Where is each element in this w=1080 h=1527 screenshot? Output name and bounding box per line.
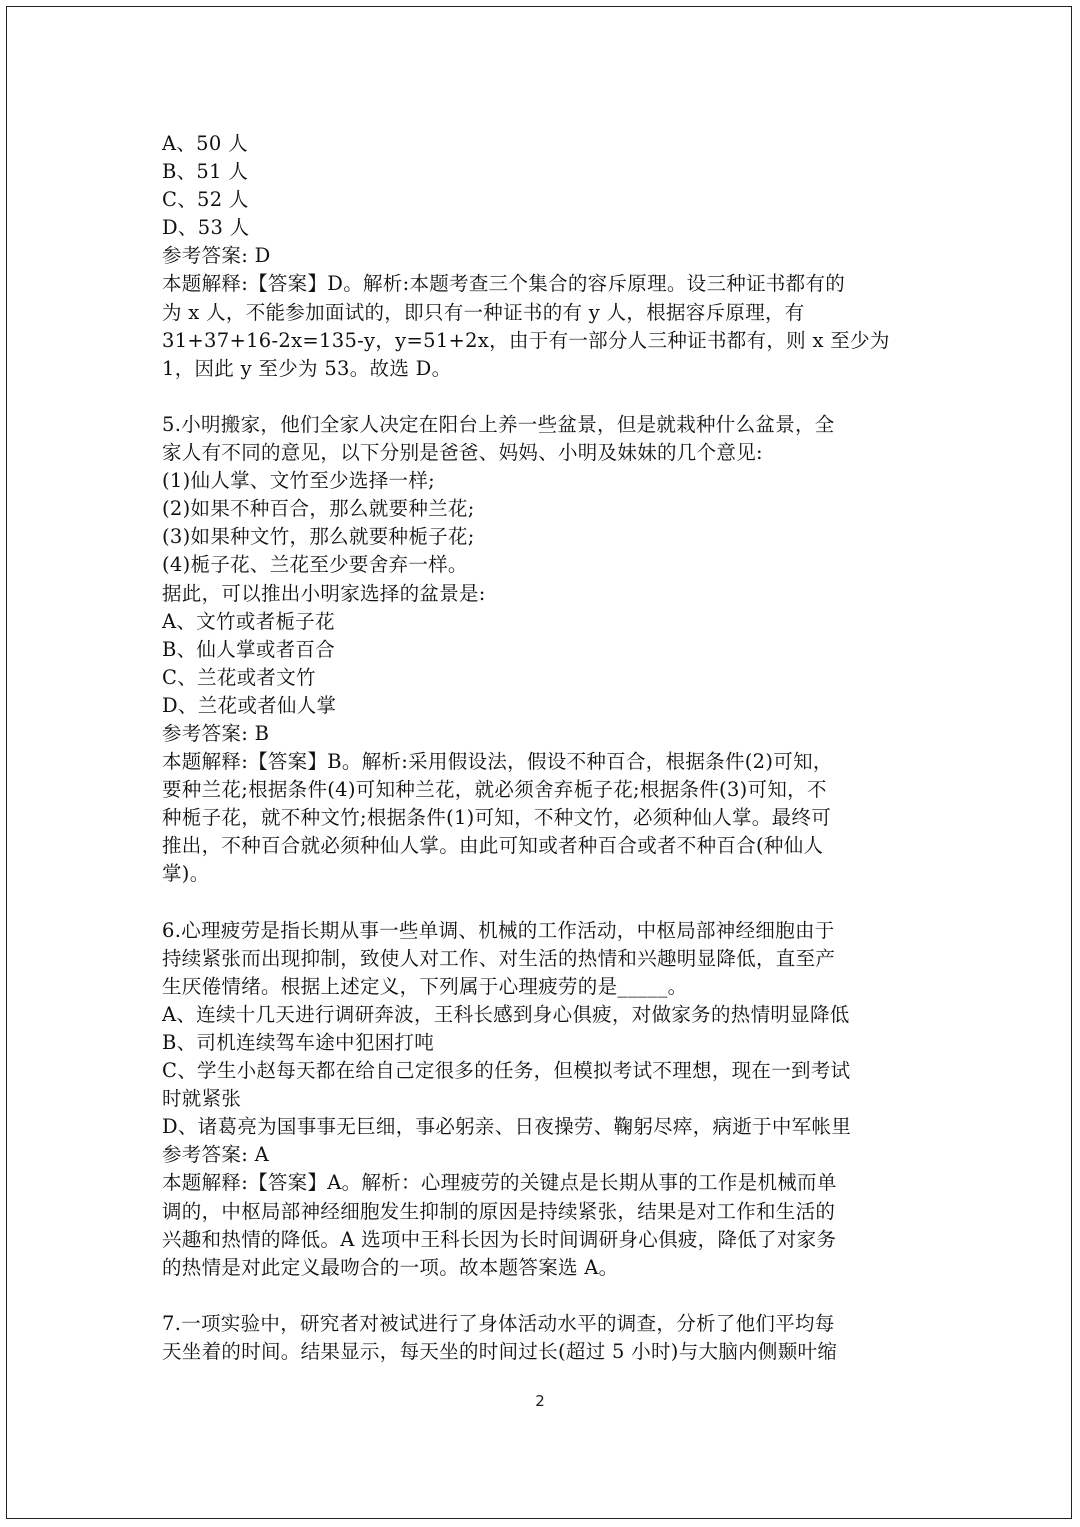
question-6-options [162, 1001, 922, 1141]
stem-line: 据此，可以推出小明家选择的盆景是: [162, 581, 486, 605]
question-5-explanation [162, 748, 922, 888]
explanation-line: 本题解释:【答案】A。解析：心理疲劳的关键点是长期从事的工作是机械而单 [162, 1171, 837, 1195]
option-c-continued: 时就紧张 [162, 1087, 242, 1111]
explanation-line: 31+37+16-2x=135-y，y=51+2x，由于有一部分人三种证书都有，则 x 至少为 [162, 328, 890, 352]
question-6-stem [162, 917, 922, 1001]
option-d: D、诸葛亮为国事事无巨细，事必躬亲、日夜操劳、鞠躬尽瘁，病逝于中军帐里 [162, 1115, 852, 1139]
stem-line: 6.心理疲劳是指长期从事一些单调、机械的工作活动，中枢局部神经细胞由于 [162, 918, 835, 942]
explanation-line: 本题解释:【答案】D。解析:本题考查三个集合的容斥原理。设三种证书都有的 [162, 272, 846, 296]
paragraph-gap [162, 1282, 922, 1310]
option-b: B、51 人 [162, 160, 249, 184]
page-number: 2 [535, 1392, 545, 1410]
explanation-line: 调的，中枢局部神经细胞发生抑制的原因是持续紧张，结果是对工作和生活的 [162, 1199, 836, 1223]
stem-line: 家人有不同的意见，以下分别是爸爸、妈妈、小明及妹妹的几个意见: [162, 441, 763, 465]
stem-line: (3)如果种文竹，那么就要种栀子花; [162, 525, 475, 549]
stem-line: (1)仙人掌、文竹至少选择一样; [162, 469, 435, 493]
question-6-answer: 参考答案: A [162, 1143, 269, 1167]
stem-line: 生厌倦情绪。根据上述定义，下列属于心理疲劳的是_____。 [162, 974, 688, 998]
option-b: B、司机连续驾车途中犯困打吨 [162, 1031, 435, 1054]
option-c: C、学生小赵每天都在给自己定很多的任务，但模拟考试不理想，现在一到考试 [162, 1059, 851, 1083]
option-a: A、文竹或者栀子花 [162, 609, 335, 633]
document-body [162, 130, 922, 1366]
question-4-options [162, 130, 922, 242]
question-6-explanation [162, 1169, 922, 1281]
option-c: C、52 人 [162, 188, 249, 212]
question-5-answer: 参考答案: B [162, 721, 270, 745]
question-5-options [162, 608, 922, 720]
stem-line: (4)栀子花、兰花至少要舍弃一样。 [162, 553, 468, 577]
option-a: A、连续十几天进行调研奔波，王科长感到身心俱疲，对做家务的热情明显降低 [162, 1002, 850, 1026]
paragraph-gap [162, 383, 922, 411]
stem-line: 5.小明搬家，他们全家人决定在阳台上养一些盆景，但是就栽种什么盆景，全 [162, 412, 835, 436]
explanation-line: 1，因此 y 至少为 53。故选 D。 [162, 356, 452, 380]
question-7-stem [162, 1310, 922, 1366]
stem-line: 持续紧张而出现抑制，致使人对工作、对生活的热情和兴趣明显降低，直至产 [162, 946, 836, 970]
option-d: D、兰花或者仙人掌 [162, 693, 337, 717]
explanation-line: 兴趣和热情的降低。A 选项中王科长因为长时间调研身心俱疲，降低了对家务 [162, 1227, 837, 1251]
option-d: D、53 人 [162, 216, 250, 240]
stem-line: (2)如果不种百合，那么就要种兰花; [162, 497, 475, 521]
question-5-stem [162, 411, 922, 608]
question-4-answer: 参考答案: D [162, 244, 271, 268]
explanation-line: 本题解释:【答案】B。解析:采用假设法，假设不种百合，根据条件(2)可知， [162, 750, 833, 774]
option-b: B、仙人掌或者百合 [162, 637, 336, 661]
explanation-line: 的热情是对此定义最吻合的一项。故本题答案选 A。 [162, 1255, 619, 1279]
explanation-line: 掌)。 [162, 862, 210, 886]
explanation-line: 为 x 人，不能参加面试的，即只有一种证书的有 y 人，根据容斥原理，有 [162, 300, 805, 324]
stem-line: 天坐着的时间。结果显示，每天坐的时间过长(超过 5 小时)与大脑内侧颞叶缩 [162, 1340, 838, 1364]
explanation-line: 种栀子花，就不种文竹;根据条件(1)可知，不种文竹，必须种仙人掌。最终可 [162, 806, 831, 830]
explanation-line: 要种兰花;根据条件(4)可知种兰花，就必须舍弃栀子花;根据条件(3)可知，不 [162, 778, 827, 802]
paragraph-gap [162, 889, 922, 917]
explanation-line: 推出，不种百合就必须种仙人掌。由此可知或者种百合或者不种百合(种仙人 [162, 834, 824, 858]
option-a: A、50 人 [162, 132, 248, 155]
stem-line: 7.一项实验中，研究者对被试进行了身体活动水平的调查，分析了他们平均每 [162, 1311, 835, 1335]
question-4-explanation [162, 270, 922, 382]
option-c: C、兰花或者文竹 [162, 665, 316, 689]
